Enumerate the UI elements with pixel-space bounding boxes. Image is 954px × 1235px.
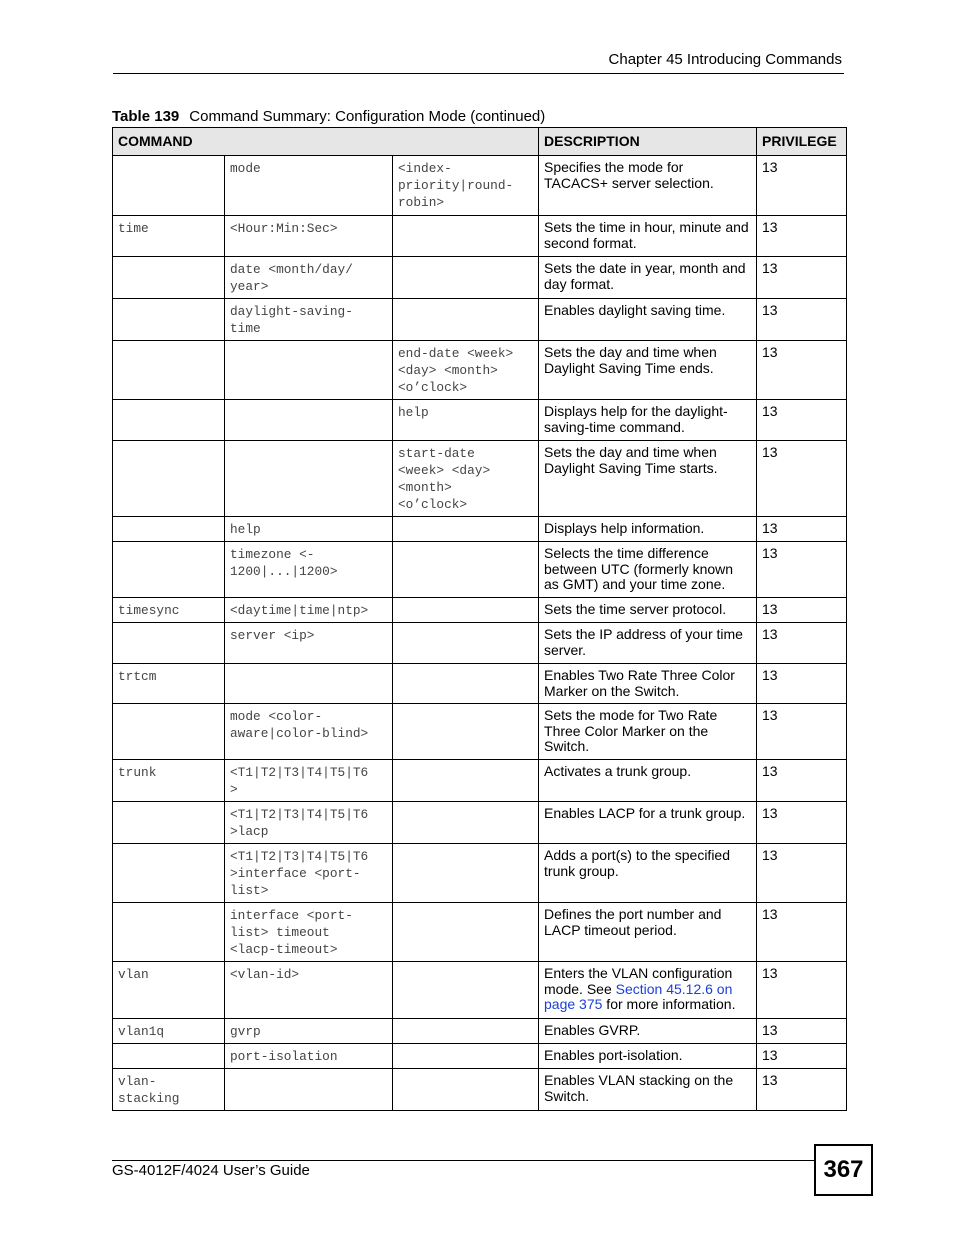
command-cell: trunk [113, 760, 225, 802]
table-row [113, 802, 847, 844]
privilege-cell: 13 [757, 802, 847, 844]
privilege-cell: 13 [757, 704, 847, 760]
parameter-cell [393, 216, 539, 257]
table-row [113, 542, 847, 598]
command-cell [113, 441, 225, 517]
subcommand-cell: <vlan-id> [225, 962, 393, 1019]
column-header-privilege: PRIVILEGE [757, 128, 847, 156]
table-label: Table 139 [112, 108, 180, 125]
table-row [113, 903, 847, 962]
privilege-cell: 13 [757, 664, 847, 704]
table-row [113, 844, 847, 903]
description-cell: Displays help information. [539, 517, 757, 542]
subcommand-cell: timezone <- 1200|...|1200> [225, 542, 393, 598]
table-header-row [113, 128, 847, 156]
parameter-cell [393, 623, 539, 664]
table-row [113, 1019, 847, 1044]
column-header-description: DESCRIPTION [539, 128, 757, 156]
description-cell: Displays help for the daylight- saving-time command. [539, 400, 757, 441]
command-cell [113, 903, 225, 962]
command-cell: vlan [113, 962, 225, 1019]
description-text-after: for more information. [602, 996, 736, 1013]
parameter-cell: <index- priority|round- robin> [393, 156, 539, 216]
parameter-cell [393, 802, 539, 844]
description-cell: Selects the time difference between UTC (formerly known as GMT) and your time zone. [539, 542, 757, 598]
parameter-cell [393, 1069, 539, 1111]
parameter-cell [393, 760, 539, 802]
subcommand-cell: mode <color- aware|color-blind> [225, 704, 393, 760]
subcommand-cell: <T1|T2|T3|T4|T5|T6 >interface <port- list> [225, 844, 393, 903]
command-cell [113, 844, 225, 903]
table-row [113, 341, 847, 400]
subcommand-cell: daylight-saving- time [225, 299, 393, 341]
table-row [113, 704, 847, 760]
privilege-cell: 13 [757, 1019, 847, 1044]
description-cell: Enables LACP for a trunk group. [539, 802, 757, 844]
privilege-cell: 13 [757, 598, 847, 623]
command-cell [113, 623, 225, 664]
table-row [113, 1044, 847, 1069]
privilege-cell: 13 [757, 1069, 847, 1111]
command-cell [113, 802, 225, 844]
privilege-cell: 13 [757, 903, 847, 962]
command-cell [113, 704, 225, 760]
privilege-cell: 13 [757, 542, 847, 598]
chapter-header: Chapter 45 Introducing Commands [608, 51, 842, 68]
header-rule [113, 73, 844, 74]
subcommand-cell [225, 1069, 393, 1111]
description-cell [539, 962, 757, 1019]
subcommand-cell: server <ip> [225, 623, 393, 664]
table-caption [112, 108, 545, 125]
command-cell [113, 1044, 225, 1069]
subcommand-cell: mode [225, 156, 393, 216]
command-cell [113, 400, 225, 441]
parameter-cell [393, 1019, 539, 1044]
description-cell: Defines the port number and LACP timeout period. [539, 903, 757, 962]
table-row [113, 299, 847, 341]
subcommand-cell: port-isolation [225, 1044, 393, 1069]
parameter-cell: start-date <week> <day> <month> <o’clock> [393, 441, 539, 517]
privilege-cell: 13 [757, 962, 847, 1019]
privilege-cell: 13 [757, 156, 847, 216]
table-row [113, 257, 847, 299]
table-row [113, 517, 847, 542]
description-cell: Sets the time server protocol. [539, 598, 757, 623]
command-cell: time [113, 216, 225, 257]
subcommand-cell: <Hour:Min:Sec> [225, 216, 393, 257]
section-link[interactable]: Section 45.12.6 on page 375 [544, 980, 733, 1013]
description-cell: Enables GVRP. [539, 1019, 757, 1044]
subcommand-cell: <daytime|time|ntp> [225, 598, 393, 623]
description-cell: Sets the day and time when Daylight Saving Time ends. [539, 341, 757, 400]
description-cell: Enables VLAN stacking on the Switch. [539, 1069, 757, 1111]
footer-guide-title: GS-4012F/4024 User’s Guide [112, 1162, 310, 1179]
table-row [113, 962, 847, 1019]
command-cell [113, 341, 225, 400]
parameter-cell [393, 517, 539, 542]
command-cell: vlan- stacking [113, 1069, 225, 1111]
table-row [113, 441, 847, 517]
command-cell [113, 257, 225, 299]
privilege-cell: 13 [757, 216, 847, 257]
table-row [113, 760, 847, 802]
description-cell: Sets the mode for Two Rate Three Color Marker on the Switch. [539, 704, 757, 760]
table-row [113, 1069, 847, 1111]
command-cell [113, 517, 225, 542]
subcommand-cell: date <month/day/ year> [225, 257, 393, 299]
description-cell: Adds a port(s) to the specified trunk group. [539, 844, 757, 903]
description-cell: Enables daylight saving time. [539, 299, 757, 341]
table-row [113, 664, 847, 704]
description-cell: Activates a trunk group. [539, 760, 757, 802]
privilege-cell: 13 [757, 760, 847, 802]
parameter-cell [393, 962, 539, 1019]
privilege-cell: 13 [757, 400, 847, 441]
parameter-cell [393, 903, 539, 962]
footer-rule [112, 1160, 814, 1161]
command-cell: trtcm [113, 664, 225, 704]
parameter-cell [393, 844, 539, 903]
description-cell: Sets the time in hour, minute and second format. [539, 216, 757, 257]
subcommand-cell: interface <port- list> timeout <lacp-timeout> [225, 903, 393, 962]
parameter-cell: help [393, 400, 539, 441]
privilege-cell: 13 [757, 517, 847, 542]
subcommand-cell [225, 664, 393, 704]
table-row [113, 400, 847, 441]
command-cell [113, 299, 225, 341]
parameter-cell [393, 704, 539, 760]
parameter-cell [393, 664, 539, 704]
command-cell: vlan1q [113, 1019, 225, 1044]
description-cell: Sets the IP address of your time server. [539, 623, 757, 664]
subcommand-cell [225, 441, 393, 517]
description-cell: Sets the date in year, month and day format. [539, 257, 757, 299]
parameter-cell [393, 1044, 539, 1069]
description-text: Enters the VLAN configuration mode. See [544, 965, 733, 997]
subcommand-cell [225, 400, 393, 441]
privilege-cell: 13 [757, 623, 847, 664]
parameter-cell: end-date <week> <day> <month> <o’clock> [393, 341, 539, 400]
page-number: 367 [814, 1144, 873, 1196]
description-cell: Specifies the mode for TACACS+ server selection. [539, 156, 757, 216]
privilege-cell: 13 [757, 341, 847, 400]
subcommand-cell: gvrp [225, 1019, 393, 1044]
table-row [113, 156, 847, 216]
subcommand-cell: <T1|T2|T3|T4|T5|T6 > [225, 760, 393, 802]
parameter-cell [393, 299, 539, 341]
privilege-cell: 13 [757, 257, 847, 299]
table-row [113, 216, 847, 257]
description-cell: Enables Two Rate Three Color Marker on the Switch. [539, 664, 757, 704]
parameter-cell [393, 542, 539, 598]
column-header-command: COMMAND [113, 128, 539, 156]
command-cell [113, 542, 225, 598]
description-cell: Sets the day and time when Daylight Saving Time starts. [539, 441, 757, 517]
description-cell: Enables port-isolation. [539, 1044, 757, 1069]
privilege-cell: 13 [757, 441, 847, 517]
privilege-cell: 13 [757, 1044, 847, 1069]
command-summary-table [112, 127, 847, 1111]
parameter-cell [393, 257, 539, 299]
subcommand-cell: <T1|T2|T3|T4|T5|T6 >lacp [225, 802, 393, 844]
privilege-cell: 13 [757, 299, 847, 341]
table-row [113, 598, 847, 623]
command-cell: timesync [113, 598, 225, 623]
subcommand-cell [225, 341, 393, 400]
command-cell [113, 156, 225, 216]
table-title: Command Summary: Configuration Mode (continued) [189, 108, 546, 125]
privilege-cell: 13 [757, 844, 847, 903]
subcommand-cell: help [225, 517, 393, 542]
parameter-cell [393, 598, 539, 623]
table-row [113, 623, 847, 664]
